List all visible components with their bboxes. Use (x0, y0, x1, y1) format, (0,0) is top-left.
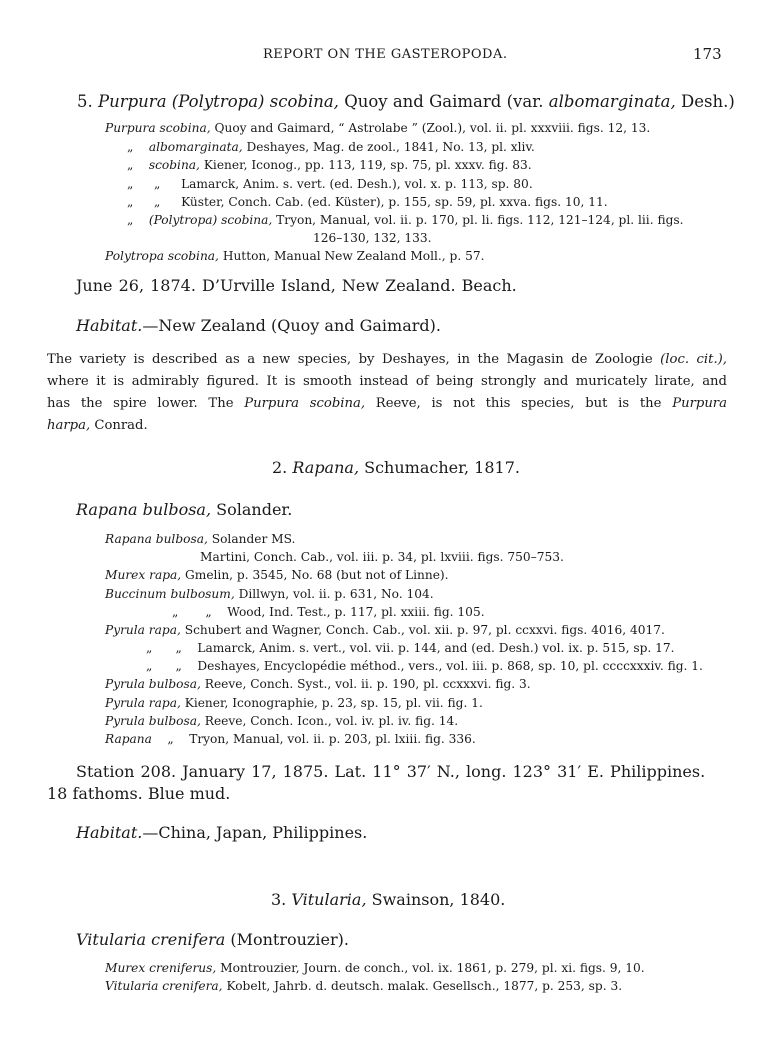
paragraph-text: Conrad. (94, 418, 148, 433)
ditto-mark: „ (154, 195, 161, 209)
synonym-line (105, 732, 476, 746)
paragraph-line (47, 352, 727, 367)
synonym-line (105, 587, 434, 601)
synonym-name: Pyrula bulbosa, (105, 677, 201, 691)
synonym-reference: Martini, Conch. Cab., vol. iii. p. 34, pl. lxviii. figs. 750–753. (200, 550, 564, 564)
paragraph-text: where it is admirably figured. It is smooth instead of being strongly and muricately lirate, and (47, 374, 727, 389)
synonym-line (127, 158, 532, 172)
species-author: (Montrouzier). (230, 930, 349, 949)
synonym-reference: Quoy and Gaimard, “ Astrolabe ” (Zool.), vol. ii. pl. xxxviii. figs. 12, 13. (214, 121, 651, 135)
synonym-name: Pyrula bulbosa, (105, 714, 201, 728)
synonym-reference: Schubert and Wagner, Conch. Cab., vol. xii. p. 97, pl. ccxxvi. figs. 4016, 4017. (184, 623, 665, 637)
species-heading-purpura (77, 92, 735, 111)
synonym-line (105, 979, 622, 993)
synonym-name: albomarginata, (148, 140, 243, 154)
genus-number: 3. (271, 890, 287, 909)
genus-name: Purpura (98, 92, 167, 111)
ditto-mark: „ (127, 158, 134, 172)
genus-name: Vitularia, (291, 890, 367, 909)
genus-name: Rapana, (292, 458, 360, 477)
synonym-line (105, 677, 531, 691)
synonym-name: Purpura scobina, (105, 121, 211, 135)
synonym-line (146, 659, 703, 673)
station-record: June 26, 1874. D’Urville Island, New Zealand. Beach. (76, 276, 517, 295)
synonym-line (105, 714, 458, 728)
synonym-reference: Reeve, Conch. Icon., vol. iv. pl. iv. fig. 14. (204, 714, 459, 728)
ditto-mark: „ (127, 213, 134, 227)
synonym-reference: Deshayes, Encyclopédie méthod., vers., vol. iii. p. 868, sp. 10, pl. ccccxxxiv. fig. 1. (197, 659, 703, 673)
synonym-reference: Hutton, Manual New Zealand Moll., p. 57. (222, 249, 485, 263)
synonym-line (313, 231, 432, 245)
ditto-mark: „ (127, 195, 134, 209)
ditto-mark: „ „ (146, 641, 182, 655)
synonym-name: Pyrula rapa, (105, 696, 181, 710)
synonym-reference: Kiener, Iconog., pp. 113, 119, sp. 75, pl. xxxv. fig. 83. (203, 158, 532, 172)
synonym-reference: Kobelt, Jahrb. d. deutsch. malak. Gesellsch., 1877, p. 253, sp. 3. (226, 979, 623, 993)
synonym-reference: Tryon, Manual, vol. ii. p. 170, pl. li. figs. 112, 121–124, pl. lii. figs. (276, 213, 684, 227)
paragraph-text: Reeve, is not this species, but is the (375, 396, 662, 411)
synonym-reference: Lamarck, Anim. s. vert. (ed. Desh.), vol. x. p. 113, sp. 80. (181, 177, 533, 191)
synonym-name: Pyrula rapa, (105, 623, 181, 637)
synonym-name: (Polytropa) scobina, (148, 213, 273, 227)
habitat-line (76, 316, 441, 335)
paragraph-taxon: Purpura (672, 396, 727, 411)
variety-author: Desh.) (681, 92, 735, 111)
synonym-reference: Gmelin, p. 3545, No. 68 (but not of Linne). (185, 568, 449, 582)
synonym-name: Murex creniferus, (105, 961, 217, 975)
paragraph-line (47, 374, 727, 389)
synonym-line (105, 696, 483, 710)
paragraph-line (47, 418, 148, 433)
synonym-name: scobina, (148, 158, 200, 172)
species-author: Solander. (216, 500, 293, 519)
species-name: Rapana bulbosa, (76, 500, 212, 519)
synonym-name: Rapana bulbosa, (105, 532, 208, 546)
species-heading-vitularia (76, 930, 349, 949)
synonym-name: Rapana (105, 732, 152, 746)
genus-authority: Schumacher, 1817. (364, 458, 520, 477)
synonym-line (105, 568, 449, 582)
synonym-line (105, 961, 645, 975)
synonym-line (172, 605, 485, 619)
synonym-line (105, 249, 485, 263)
species-heading-rapana (76, 500, 292, 519)
synonym-reference: Deshayes, Mag. de zool., 1841, No. 13, pl. xliv. (246, 140, 535, 154)
paragraph-taxon: harpa, (47, 418, 91, 433)
synonym-reference: Küster, Conch. Cab. (ed. Küster), p. 155, sp. 59, pl. xxva. figs. 10, 11. (181, 195, 608, 209)
synonym-reference: Reeve, Conch. Syst., vol. ii. p. 190, pl. ccxxxvi. fig. 3. (204, 677, 531, 691)
habitat-text: —New Zealand (Quoy and Gaimard). (142, 316, 441, 335)
synonym-reference: Solander MS. (211, 532, 296, 546)
species-epithet: scobina, (269, 92, 339, 111)
synonym-line (127, 195, 608, 209)
genus-heading-rapana (272, 458, 520, 477)
species-authority: Quoy and Gaimard (var. (344, 92, 544, 111)
paragraph-text: The variety is described as a new species, by Deshayes, in the Magasin de Zoologie (47, 352, 653, 367)
synonym-reference: Wood, Ind. Test., p. 117, pl. xxiii. fig. 105. (227, 605, 485, 619)
synonym-line (127, 213, 684, 227)
synonym-reference: Montrouzier, Journ. de conch., vol. ix. 1861, p. 279, pl. xi. figs. 9, 10. (220, 961, 645, 975)
paragraph-line (47, 396, 727, 411)
station-record: Station 208. January 17, 1875. Lat. 11° 37′ N., long. 123° 31′ E. Philippines. (76, 762, 706, 781)
synonym-reference: 126–130, 132, 133. (313, 231, 432, 245)
genus-number: 2. (272, 458, 288, 477)
synonym-line (200, 550, 564, 564)
ditto-mark: „ (154, 177, 161, 191)
synonym-line (127, 140, 535, 154)
paragraph-citation: (loc. cit.), (660, 352, 727, 367)
ditto-mark: „ (127, 177, 134, 191)
genus-authority: Swainson, 1840. (371, 890, 506, 909)
habitat-line (76, 823, 367, 842)
synonym-name: Vitularia crenifera, (105, 979, 223, 993)
habitat-label: Habitat. (76, 316, 143, 335)
running-title: REPORT ON THE GASTEROPODA. (263, 47, 508, 62)
habitat-label: Habitat. (76, 823, 143, 842)
synonym-name: Buccinum bulbosum, (105, 587, 235, 601)
synonym-name: Polytropa scobina, (105, 249, 219, 263)
species-name: Vitularia crenifera (76, 930, 226, 949)
paragraph-taxon: Purpura scobina, (244, 396, 366, 411)
subgenus-name: (Polytropa) (171, 92, 265, 111)
variety-name: albomarginata, (548, 92, 676, 111)
ditto-mark: „ (127, 140, 134, 154)
species-number: 5. (77, 92, 93, 111)
synonym-line (146, 641, 675, 655)
habitat-text: —China, Japan, Philippines. (142, 823, 368, 842)
synonym-line (105, 623, 665, 637)
paragraph-text: has the spire lower. The (47, 396, 234, 411)
synonym-reference: Lamarck, Anim. s. vert., vol. vii. p. 144, and (ed. Desh.) vol. ix. p. 515, sp. 17. (197, 641, 675, 655)
page-number: 173 (693, 45, 722, 63)
ditto-mark: „ „ (172, 605, 212, 619)
genus-heading-vitularia (271, 890, 505, 909)
station-record-continued: 18 fathoms. Blue mud. (47, 784, 231, 803)
synonym-line (127, 177, 533, 191)
synonym-line (105, 121, 650, 135)
synonym-reference: Kiener, Iconographie, p. 23, sp. 15, pl. vii. fig. 1. (184, 696, 483, 710)
synonym-reference: Dillwyn, vol. ii. p. 631, No. 104. (238, 587, 434, 601)
synonym-reference: „ Tryon, Manual, vol. ii. p. 203, pl. lxiii. fig. 336. (167, 732, 476, 746)
ditto-mark: „ „ (146, 659, 182, 673)
synonym-line (105, 532, 295, 546)
synonym-name: Murex rapa, (105, 568, 182, 582)
